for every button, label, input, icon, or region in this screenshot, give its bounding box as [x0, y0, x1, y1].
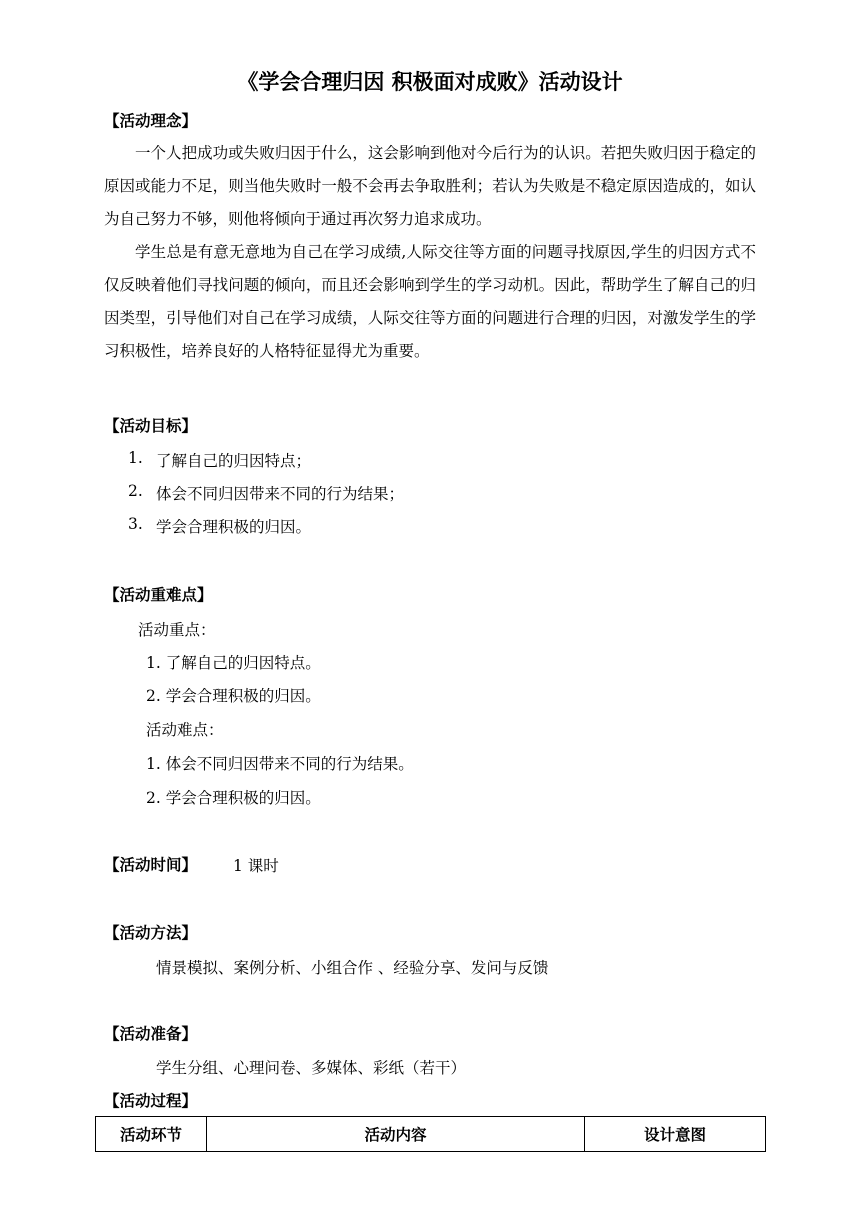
focus-item-2: 2. 学会合理积极的归因。	[146, 687, 321, 705]
goals-heading: 【活动目标】	[104, 417, 198, 435]
goal-item-3-number: 3.	[128, 515, 143, 533]
table-header-row	[96, 1117, 766, 1152]
key-points-heading: 【活动重难点】	[104, 586, 213, 604]
preparation-heading: 【活动准备】	[104, 1025, 198, 1043]
goal-item-1-text: 了解自己的归因特点；	[156, 452, 312, 470]
header-design-intent: 设计意图	[585, 1117, 766, 1152]
concept-paragraph-2: 学生总是有意无意地为自己在学习成绩,人际交往等方面的问题寻找原因,学生的归因方式不仅反映着他们寻找问题的倾向，而且还会影响到学生的学习动机。因此，帮助学生了解自己的归因类型，引导他们对自己在学习成绩，人际交往等方面的问题进行合理的归因，对激发学生的学习积极性，培养良好的人格特征显得尤为重要。	[104, 243, 756, 360]
header-activity-stage: 活动环节	[96, 1117, 207, 1152]
goal-item-2-number: 2.	[128, 482, 143, 500]
method-heading: 【活动方法】	[104, 924, 198, 942]
process-table	[95, 1116, 766, 1152]
concept-paragraph-1: 一个人把成功或失败归因于什么，这会影响到他对今后行为的认识。若把失败归因于稳定的原因或能力不足，则当他失败时一般不会再去争取胜利；若认为失败是不稳定原因造成的，如认为自己努力不够，则他将倾向于通过再次努力追求成功。	[104, 144, 756, 228]
focus-label: 活动重点：	[138, 621, 216, 639]
difficulty-item-2: 2. 学会合理积极的归因。	[146, 789, 321, 807]
difficulty-item-1: 1. 体会不同归因带来不同的行为结果。	[146, 755, 414, 773]
method-value: 情景模拟、案例分析、小组合作 、经验分享、发问与反馈	[156, 959, 549, 977]
concept-heading: 【活动理念】	[104, 112, 198, 130]
process-heading: 【活动过程】	[104, 1092, 198, 1110]
goal-item-1-number: 1.	[128, 449, 143, 467]
header-activity-content: 活动内容	[207, 1117, 585, 1152]
difficulty-label: 活动难点：	[146, 721, 224, 739]
document-title: 《学会合理归因 积极面对成败》活动设计	[237, 70, 623, 94]
goal-item-2-text: 体会不同归因带来不同的行为结果；	[156, 485, 405, 503]
focus-item-1: 1. 了解自己的归因特点。	[146, 654, 321, 672]
preparation-value: 学生分组、心理问卷、多媒体、彩纸（若干）	[156, 1059, 467, 1077]
time-heading: 【活动时间】	[104, 856, 198, 874]
time-value: 1 课时	[233, 857, 279, 875]
goal-item-3-text: 学会合理积极的归因。	[156, 518, 312, 536]
